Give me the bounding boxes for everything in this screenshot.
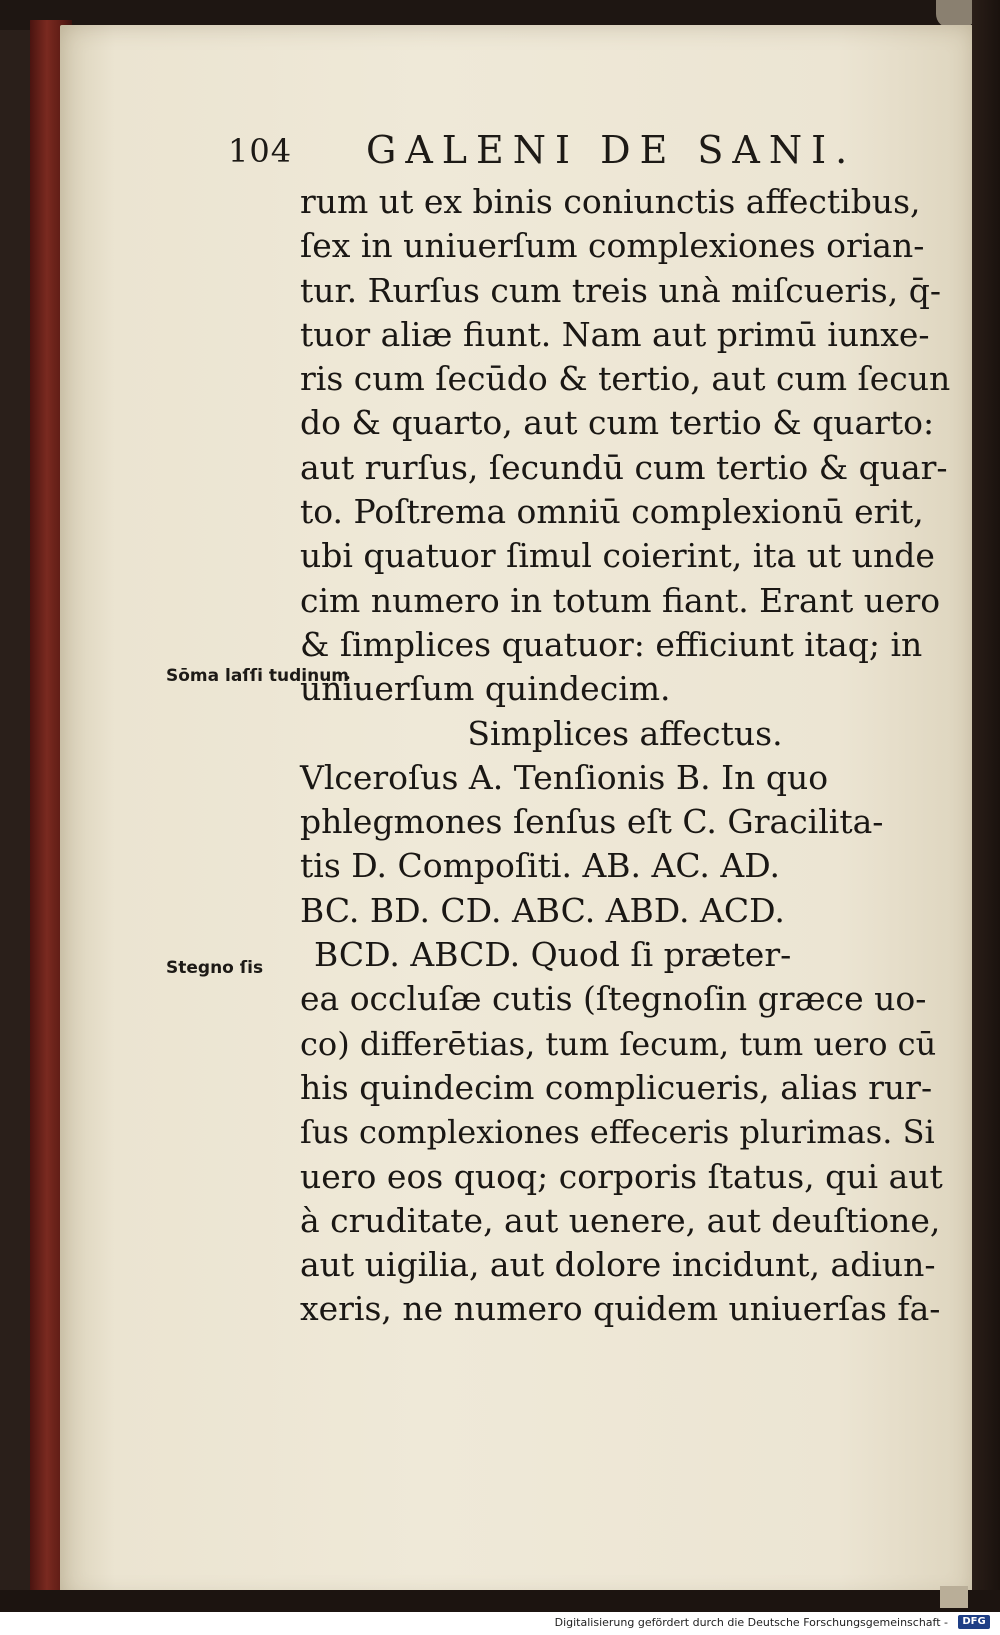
text-line: ſus complexiones effeceris plurimas. Si (300, 1113, 935, 1152)
text-line: rum ut ex binis coniunctis affectibus, (300, 182, 921, 221)
margin-note-lassitudinum: Sōma laſſi tudinum (166, 666, 350, 686)
margin-note-stegnosis: Stegno ſis (166, 958, 264, 978)
text-line: tis D. Compoſiti. AB. AC. AD. (300, 846, 781, 886)
text-line: aut uigilia, aut dolore incidunt, adiun- (300, 1245, 936, 1285)
text-line: BCD. ABCD. Quod ſi præter- (314, 935, 792, 975)
text-line: do & quarto, aut cum tertio & quarto: (300, 403, 935, 443)
text-line: ris cum ſecūdo & tertio, aut cum ſecun (300, 359, 951, 399)
text-line: ſex in uniuerſum complexiones orian- (300, 226, 925, 266)
text-line: xeris, ne numero quidem uniuerſas fa- (300, 1289, 941, 1329)
text-line: uero eos quoq; corporis ſtatus, qui aut (300, 1156, 943, 1196)
dfg-logo: DFG (958, 1615, 990, 1629)
text-line: Vlceroſus A. Tenſionis B. In quo (300, 757, 829, 797)
scan-bottom-edge (0, 1590, 1000, 1612)
text-line: uniuerſum quindecim. (300, 669, 671, 709)
scan-corner-clip (936, 0, 976, 28)
text-line: aut rurſus, ſecundū cum tertio & quar- (300, 447, 948, 487)
text-line: tuor aliæ fiunt. Nam aut primū iunxe- (300, 314, 930, 354)
page-number: 104 (228, 132, 293, 170)
main-text-block (300, 180, 950, 1332)
text-line: his quindecim complicueris, alias rur- (300, 1067, 933, 1107)
text-line: ea occluſæ cutis (ſtegnoſin græce uo- (300, 979, 927, 1019)
scan-right-edge (972, 0, 1000, 1610)
running-head: GALENI DE SANI. (366, 128, 857, 172)
text-line: BC. BD. CD. ABC. ABD. ACD. (300, 890, 785, 930)
section-heading: Simplices affectus. (467, 713, 783, 753)
text-line: tur. Rurſus cum treis unà miſcueris, q̄- (300, 270, 941, 310)
text-line: & ſimplices quatuor: efficiunt itaq; in (300, 624, 923, 664)
text-line: to. Poſtrema omniū complexionū erit, (300, 492, 924, 532)
text-line: cim numero in totum fiant. Erant uero (300, 580, 941, 620)
text-line: ubi quatuor ſimul coierint, ita ut unde (300, 536, 935, 576)
text-line: à cruditate, aut uenere, aut deuſtione, (300, 1200, 941, 1240)
scan-bottom-clip (940, 1586, 968, 1608)
funding-credit: Digitalisierung gefördert durch die Deutsche Forschungsgemeinschaft - (554, 1616, 948, 1629)
text-line: co) differētias, tum ſecum, tum uero cū (300, 1024, 937, 1063)
text-line: phlegmones ſenſus eſt C. Gracilita- (300, 802, 884, 842)
